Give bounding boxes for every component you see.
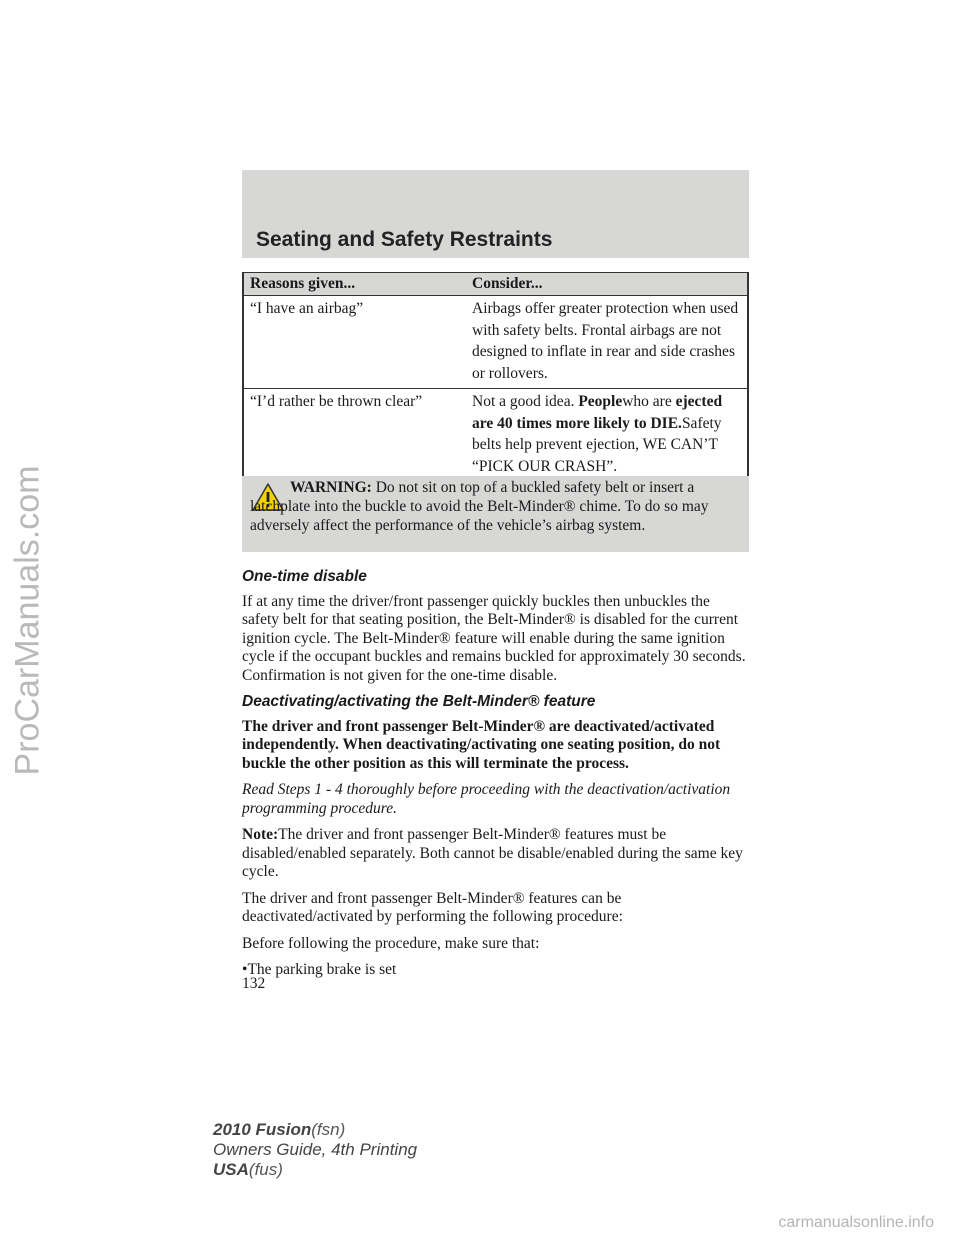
bullet-text: The parking brake is set: [247, 961, 397, 978]
consider-text: who are: [622, 393, 676, 410]
table-cell-reason: “I have an airbag”: [243, 296, 466, 389]
table-cell-consider: Airbags offer greater protection when used with safety belts. Frontal airbags are not designed to inflate in rear and side crashes or rollovers.: [466, 296, 748, 389]
note-label: Note:: [242, 826, 279, 843]
table-header-row: [243, 273, 748, 296]
table-cell-consider: [466, 389, 748, 483]
footer: [213, 1120, 417, 1180]
warning-text-block: [250, 478, 741, 535]
note-paragraph: [242, 826, 749, 882]
page-number: 132: [242, 975, 266, 992]
warning-label: WARNING:: [290, 479, 372, 496]
warning-text: Do not sit on top of a buckled safety belt or insert a latchplate into the buckle to avoid the Belt-Minder® chime. To do so may adversely affect the performance of the vehicle’s airbag system.: [250, 479, 709, 534]
footer-model: 2010 Fusion: [213, 1120, 312, 1139]
one-time-disable-heading: One-time disable: [242, 568, 367, 585]
before-text: Before following the procedure, make sure that:: [242, 934, 540, 952]
list-item: •The parking brake is set: [242, 961, 397, 978]
footer-line-2: Owners Guide, 4th Printing: [213, 1140, 418, 1159]
procedure-text: The driver and front passenger Belt-Minder® features can be deactivated/activated by performing the following procedure:: [242, 889, 623, 925]
deactivating-bold-text: The driver and front passenger Belt-Minder® are deactivated/activated independently. When deactivating/activating one seating position, do not buckle the other position as this will terminate the process.: [242, 717, 721, 772]
consider-text: Safety belts help prevent ejection, WE CAN’T “PICK OUR CRASH”.: [472, 414, 722, 475]
consider-bold: People: [578, 393, 623, 410]
reasons-table: [242, 272, 749, 483]
footer-model-code: (fsn): [311, 1120, 346, 1139]
footer-market-code: (fus): [248, 1160, 283, 1179]
page-content: [242, 566, 749, 980]
table-header-consider: Consider...: [466, 273, 748, 296]
note-text: The driver and front passenger Belt-Minder® features must be disabled/enabled separately. Both cannot be disable/enabled during the same key cycle.: [242, 826, 743, 880]
consider-text: Not a good idea.: [472, 393, 579, 410]
table-row: [243, 389, 748, 483]
footer-line-1: [213, 1120, 417, 1140]
read-steps-text: Read Steps 1 - 4 thoroughly before proceeding with the deactivation/activation programming procedure.: [242, 781, 731, 817]
footer-market: USA: [213, 1160, 249, 1179]
deactivating-heading: Deactivating/activating the Belt-Minder® feature: [242, 693, 596, 710]
consider-bold: ejected are 40 times more likely to DIE.: [472, 393, 723, 432]
table-cell-reason: “I’d rather be thrown clear”: [243, 389, 466, 483]
table-header-reasons: Reasons given...: [243, 273, 466, 296]
section-header: [242, 170, 749, 258]
footer-line-3: [213, 1160, 417, 1180]
table-row: [243, 296, 748, 389]
section-title: Seating and Safety Restraints: [256, 228, 553, 251]
watermark-text: ProCarManuals.com: [8, 465, 47, 775]
warning-box: [242, 476, 749, 552]
one-time-disable-text: If at any time the driver/front passenger quickly buckles then unbuckles the safety belt for that seating position, the Belt-Minder® is disabled for the current ignition cycle. The Belt-Minder® feature will enable during the same ignition cycle if the occupant buckles and remains buckled for approximately 30 seconds. Confirmation is not given for the one-time disable.: [242, 592, 746, 684]
footer-logo: carmanualsonline.info: [778, 1214, 934, 1231]
watermark: [6, 300, 50, 940]
